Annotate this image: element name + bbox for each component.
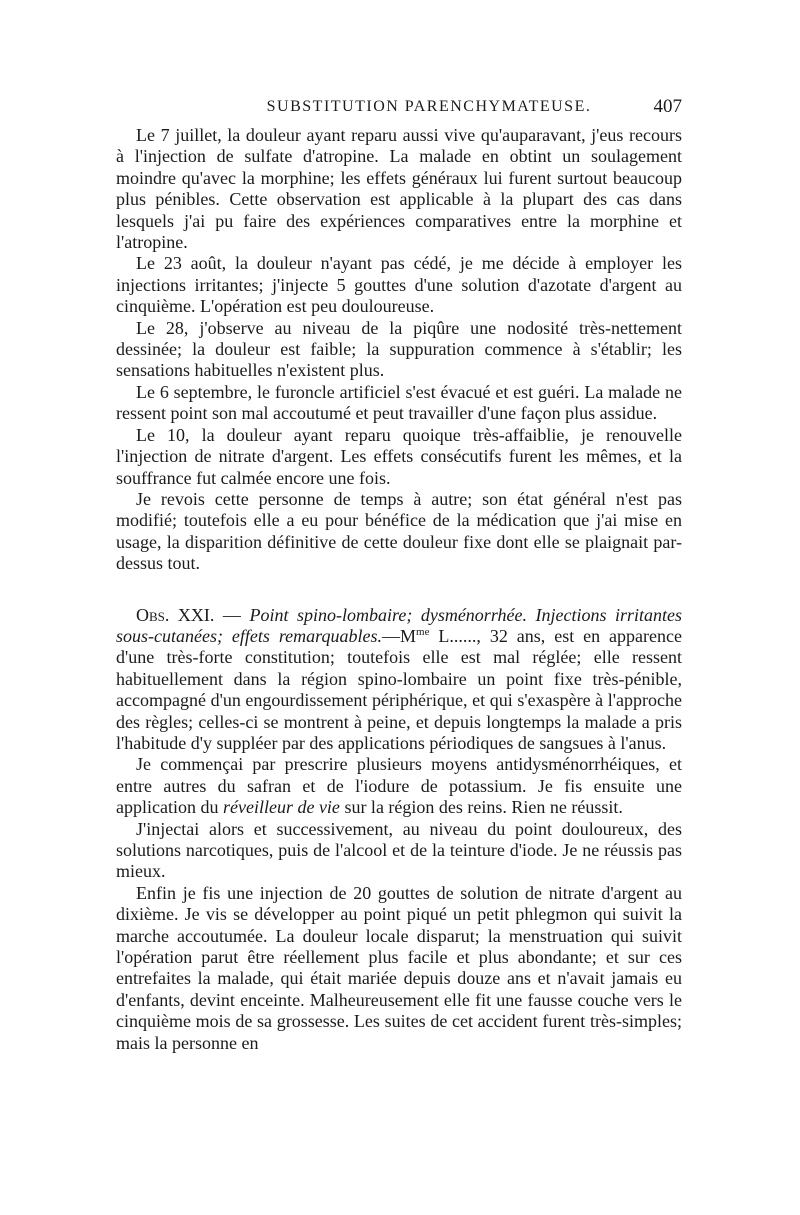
body-text xyxy=(116,125,682,1054)
patient-superscript: me xyxy=(416,625,430,638)
paragraph: Le 28, j'observe au niveau de la piqûre une nodosité très-nettement dessinée; la douleur est faible; la suppuration commence à s'établir; les sensations habituelles n'existent plus. xyxy=(116,317,682,381)
paragraph: Le 6 septembre, le furoncle artificiel s'est évacué et est guéri. La malade ne ressent point son mal accoutumé et peut travailler d'une façon plus assidue. xyxy=(116,381,682,424)
paragraph-remedies xyxy=(116,754,682,818)
remedies-text-post: sur la région des reins. Rien ne réussit. xyxy=(339,797,623,818)
running-title: SUBSTITUTION PARENCHYMATEUSE. xyxy=(266,98,592,115)
paragraph: Le 7 juillet, la douleur ayant reparu aussi vive qu'auparavant, j'eus recours à l'injection de sulfate d'atropine. La malade en obtint un soulagement moindre qu'avec la morphine; les effets généraux lui furent surtout beaucoup plus pénibles. Cette observation est applicable à la plupart des cas dans lesquels j'ai pu faire des expériences comparatives entre la morphine et l'atropine. xyxy=(116,125,682,253)
remedies-text-pre: Je commençai par prescrire plusieurs moyens antidysménorrhéiques, et entre autres du safran et de l'iodure de potassium. Je fis ensuite une application du xyxy=(116,754,682,818)
page-header xyxy=(116,94,682,124)
patient-dash: —M xyxy=(382,625,417,646)
paragraph: Le 10, la douleur ayant reparu quoique très-affaiblie, je renouvelle l'injection de nitrate d'argent. Les effets consécutifs furent les mêmes, et la souffrance fut calmée encore une fois. xyxy=(116,424,682,488)
paragraph: Enfin je fis une injection de 20 gouttes de solution de nitrate d'argent au dixième. Je vis se développer au point piqué un petit phlegmon qui suivit la marche accoutumée. La douleur locale disparut; la menstruation qui suivit l'opération parut être réellement plus facile et plus abondante; et sur ces entrefaites la malade, qui était mariée depuis douze ans et n'avait jamais eu d'enfants, devint enceinte. Malheureusement elle fit une fausse couche vers le cinquième mois de sa grossesse. Les suites de cet accident furent très-simples; mais la personne en xyxy=(116,882,682,1053)
paragraph: Le 23 août, la douleur n'ayant pas cédé, je me décide à employer les injections irritantes; j'injecte 5 gouttes d'une solution d'azotate d'argent au cinquième. L'opération est peu douloureuse. xyxy=(116,253,682,317)
paragraph: Je revois cette personne de temps à autre; son état général n'est pas modifié; toutefois elle a eu pour bénéfice de la médication que j'ai mise en usage, la disparition définitive de cette douleur fixe dont elle se plaignait par-dessus tout. xyxy=(116,488,682,574)
paragraph: J'injectai alors et successivement, au niveau du point douloureux, des solutions narcotiques, puis de l'alcool et de la teinture d'iode. Je ne réussis pas mieux. xyxy=(116,818,682,882)
observation-text: L......, 32 ans, est en apparence d'une très-forte constitution; toutefois elle est mal réglée; elle ressent habituellement dans la région spino-lombaire un point fixe très-pénible, accompagné d'un engourdissement périphérique, et qui s'exaspère à l'approche des règles; celles-ci se montrent à peine, et depuis longtemps la malade a pris l'habitude d'y suppléer par des applications périodiques de sangsues à l'anus. xyxy=(116,625,682,753)
observation-paragraph xyxy=(116,605,682,755)
observation-title: Point spino-lombaire; dysménorrhée. Injections irritantes sous-cutanées; effets remarquables. xyxy=(116,604,683,646)
remedies-italic: réveilleur de vie xyxy=(222,797,340,818)
page-number: 407 xyxy=(653,96,682,117)
observation-label: Obs. XXI. — xyxy=(136,604,241,625)
section-gap xyxy=(116,575,682,605)
